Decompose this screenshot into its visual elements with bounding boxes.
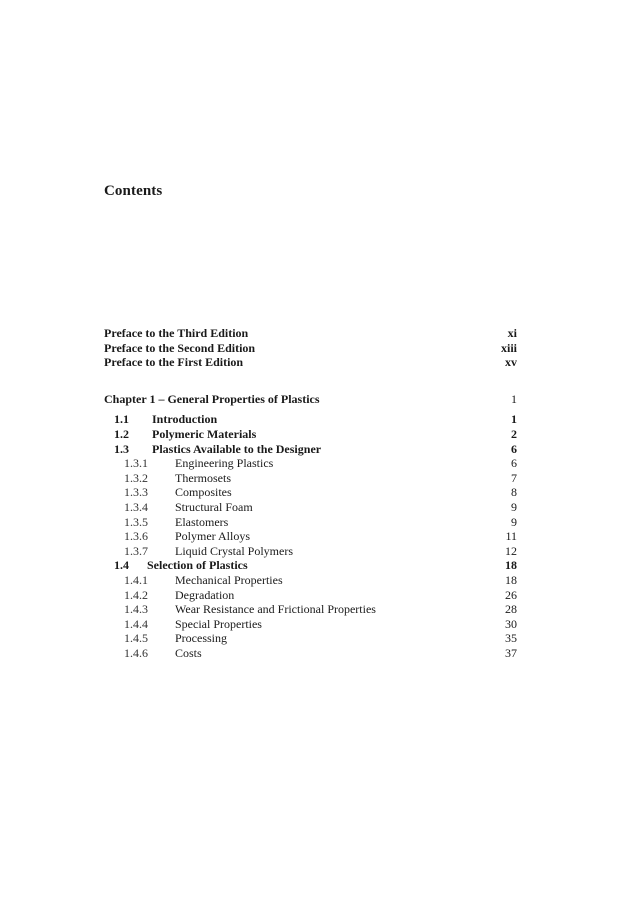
toc-page-number: 18 [505, 572, 517, 587]
toc-section-1-2[interactable] [104, 427, 517, 442]
subsection-number: 1.4.4 [124, 616, 148, 631]
toc-page-number: 6 [511, 456, 517, 471]
toc-subsection-1-4-2[interactable] [104, 588, 517, 603]
toc-subsection-1-4-1[interactable] [104, 573, 517, 588]
subsection-number: 1.3.4 [124, 499, 148, 514]
section-number: 1.3 [114, 441, 129, 456]
toc-preface-first[interactable] [104, 355, 517, 370]
toc-subsection-1-3-4[interactable] [104, 500, 517, 515]
section-number: 1.1 [114, 412, 129, 427]
toc-page-number: 9 [511, 514, 517, 529]
toc-page-number: 26 [505, 587, 517, 602]
section-number: 1.4 [114, 558, 129, 573]
subsection-title: Liquid Crystal Polymers [175, 543, 293, 558]
chapter-heading [104, 392, 320, 407]
subsection-number: 1.4.5 [124, 631, 148, 646]
page-title: Contents [104, 183, 163, 199]
toc-subsection-1-3-6[interactable] [104, 529, 517, 544]
toc-subsection-1-4-6[interactable] [104, 646, 517, 661]
toc-page-number: 1 [511, 391, 517, 406]
toc-page-number: 37 [505, 645, 517, 660]
subsection-title: Degradation [175, 587, 235, 602]
toc-section-1-3[interactable] [104, 442, 517, 457]
section-title: Introduction [152, 412, 218, 427]
subsection-title: Structural Foam [175, 499, 253, 514]
toc-section-1-4[interactable] [104, 558, 517, 573]
subsection-number: 1.4.1 [124, 572, 148, 587]
section-title: Selection of Plastics [147, 558, 248, 573]
toc-subsection-1-4-3[interactable] [104, 602, 517, 617]
toc-subsection-1-4-4[interactable] [104, 617, 517, 632]
subsection-number: 1.3.3 [124, 485, 148, 500]
chapter-title: General Properties of Plastics [167, 391, 320, 406]
subsection-number: 1.4.2 [124, 587, 148, 602]
subsection-title: Composites [175, 485, 232, 500]
toc-subsection-1-4-5[interactable] [104, 631, 517, 646]
toc-subsection-1-3-5[interactable] [104, 515, 517, 530]
toc-subsection-1-3-2[interactable] [104, 471, 517, 486]
toc-subsection-1-3-3[interactable] [104, 485, 517, 500]
subsection-number: 1.3.2 [124, 470, 148, 485]
toc-page-number: 30 [505, 616, 517, 631]
subsection-number: 1.3.7 [124, 543, 148, 558]
toc-page-number: 35 [505, 631, 517, 646]
section-number: 1.2 [114, 426, 129, 441]
toc-chapter-1[interactable] [104, 392, 517, 407]
subsection-title: Engineering Plastics [175, 456, 274, 471]
toc-page-number: 7 [511, 470, 517, 485]
subsection-title: Special Properties [175, 616, 262, 631]
toc-entry-title: Preface to the Second Edition [104, 340, 256, 355]
subsection-title: Polymer Alloys [175, 529, 251, 544]
toc-subsection-1-3-7[interactable] [104, 544, 517, 559]
toc-page-number: 18 [505, 558, 517, 573]
toc-entry-title: Preface to the First Edition [104, 355, 244, 370]
toc-page-number: 28 [505, 602, 517, 617]
chapter-separator: – [158, 391, 165, 406]
toc-section-1-1[interactable] [104, 412, 517, 427]
subsection-number: 1.3.5 [124, 514, 148, 529]
subsection-title: Mechanical Properties [175, 572, 283, 587]
toc-page-number: xv [505, 355, 517, 370]
toc-page-number: 9 [511, 499, 517, 514]
toc-subsection-1-3-1[interactable] [104, 456, 517, 471]
chapter-label: Chapter 1 [104, 391, 156, 406]
subsection-number: 1.3.1 [124, 456, 148, 471]
subsection-number: 1.4.6 [124, 645, 148, 660]
toc-page-number: 1 [511, 412, 517, 427]
section-title: Polymeric Materials [152, 426, 257, 441]
toc-page-number: 11 [505, 529, 517, 544]
toc-page-number: 6 [511, 441, 517, 456]
toc-page-number: xiii [500, 340, 517, 355]
table-of-contents [104, 326, 517, 660]
subsection-number: 1.4.3 [124, 602, 148, 617]
subsection-title: Thermosets [175, 470, 231, 485]
toc-page-number: 8 [511, 485, 517, 500]
toc-page-number: xi [507, 326, 517, 340]
toc-page-number: 2 [511, 426, 517, 441]
subsection-title: Elastomers [175, 514, 229, 529]
toc-page-number: 12 [505, 543, 517, 558]
toc-preface-third[interactable] [104, 326, 517, 341]
toc-entry-title: Preface to the Third Edition [104, 326, 249, 340]
subsection-title: Costs [175, 645, 202, 660]
subsection-title: Wear Resistance and Frictional Properties [175, 602, 376, 617]
section-title: Plastics Available to the Designer [152, 441, 322, 456]
toc-preface-second[interactable] [104, 341, 517, 356]
subsection-title: Processing [175, 631, 227, 646]
subsection-number: 1.3.6 [124, 529, 148, 544]
